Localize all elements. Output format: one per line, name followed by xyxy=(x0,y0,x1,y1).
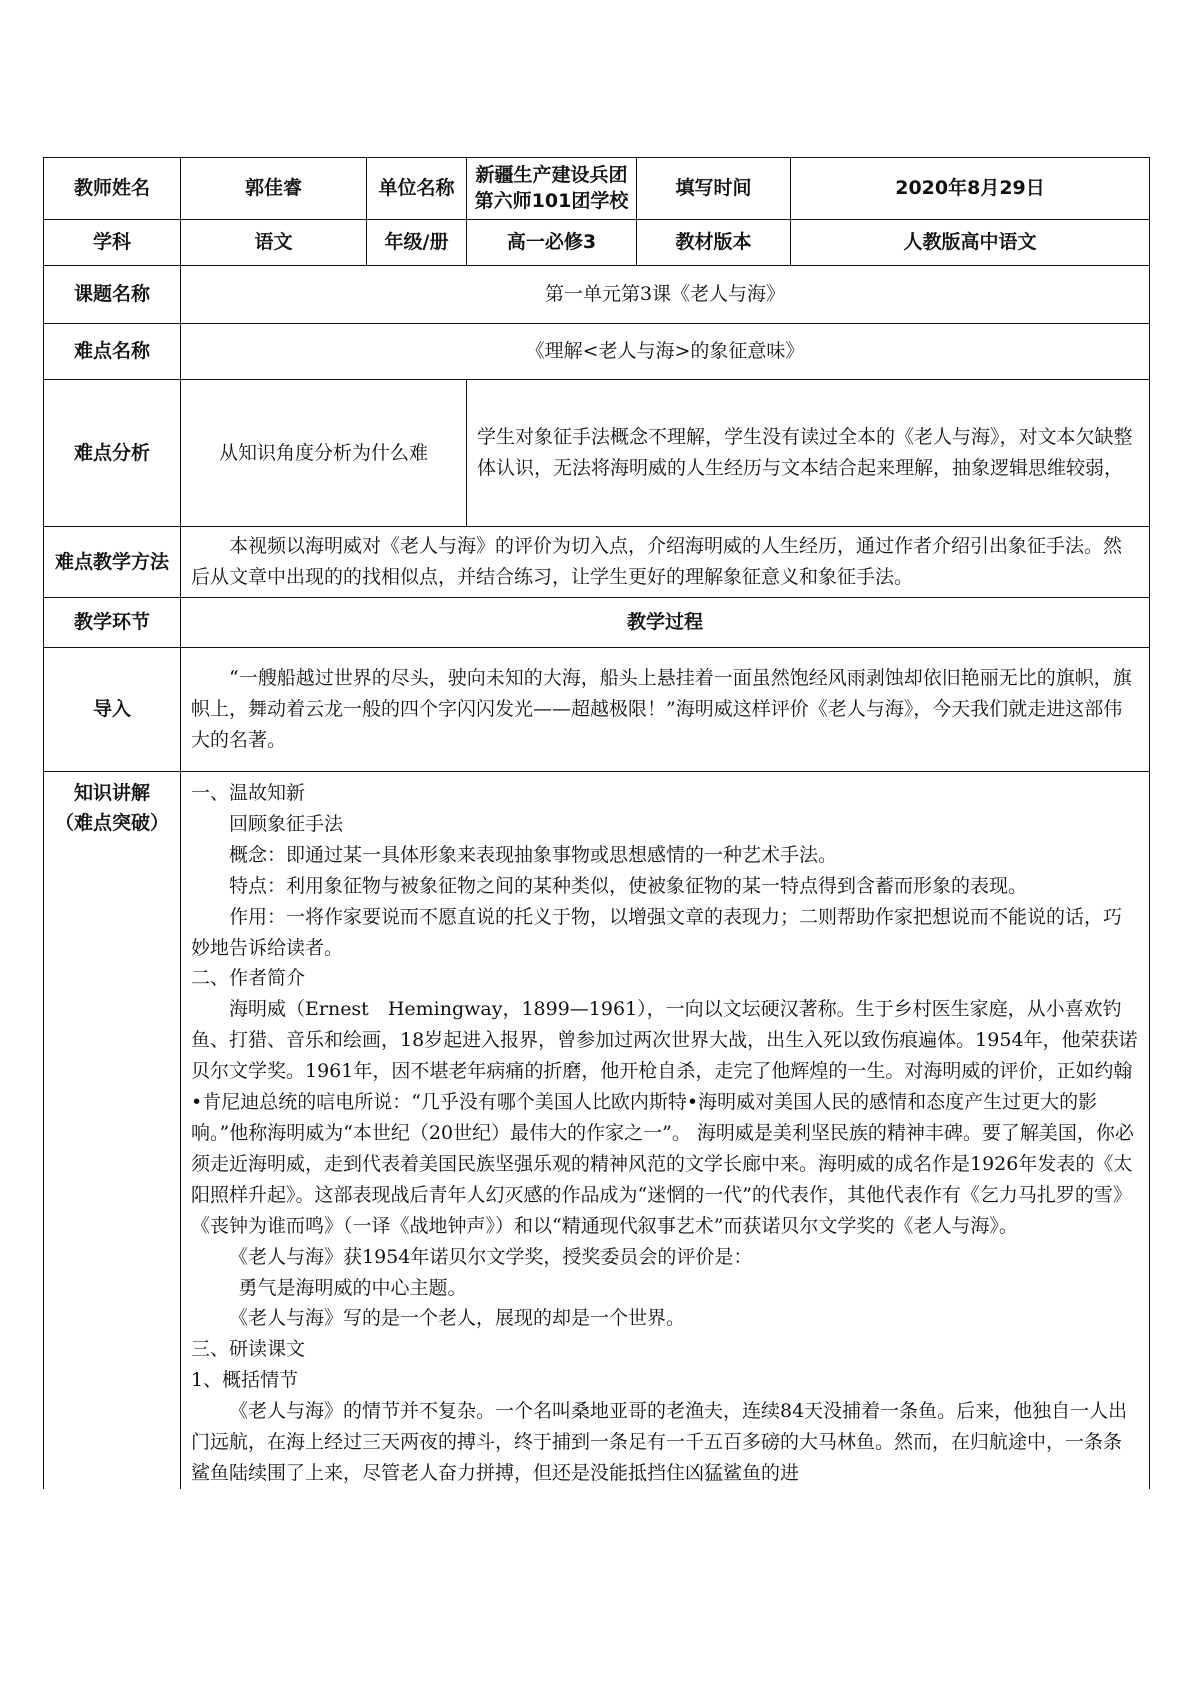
topic-label: 课题名称 xyxy=(44,266,181,324)
nobel-quote-2: 《老人与海》写的是一个老人，展现的却是一个世界。 xyxy=(229,1307,686,1330)
process-label: 教学过程 xyxy=(181,598,1150,648)
knowledge-content xyxy=(181,772,1150,1489)
author-bio-text: 海明威（Ernest Hemingway，1899—1961），一向以文坛硬汉著称。生于乡村医生家庭，从小喜欢钓鱼、打猎、音乐和绘画，18岁起进入报界，曾参加过两次世界大战，出生入死以致伤痕遍体。1954年，他荣获诺贝尔文学奖。1961年，因不堪老年病痛的折磨，他开枪自杀，走完了他辉煌的一生。对海明威的评价，正如约翰•肯尼迪总统的唁电所说：“几乎没有哪个美国人比欧内斯特•海明威对美国人民的感情和态度产生过更大的影响。”他称海明威为“本世纪（20世纪）最伟大的作家之一”。 海明威是美利坚民族的精神丰碑。要了解美国，你必须走近海明威，走到代表着美国民族坚强乐观的精神风范的文学长廊中来。海明威的成名作是1926年发表的《太阳照样升起》。这部表现战后青年人幻灭感的作品成为“迷惘的一代”的代表作，其他代表作有《乞力马扎罗的雪》《丧钟为谁而鸣》（一译《战地钟声》）和以“精通现代叙事艺术”而获诺贝尔文学奖的《老人与海》。 xyxy=(191,998,1138,1237)
section-heading-author: 二、作者简介 xyxy=(191,967,306,990)
row-teacher-info xyxy=(44,158,1150,220)
topic-value: 第一单元第3课《老人与海》 xyxy=(181,266,1150,324)
method-label xyxy=(44,527,181,598)
row-topic xyxy=(44,266,1150,324)
section-heading-reading: 三、研读课文 xyxy=(191,1338,306,1361)
difficulty-label: 难点名称 xyxy=(44,324,181,380)
analysis-label: 难点分析 xyxy=(44,380,181,527)
function-text: 作用：一将作家要说而不愿直说的托义于物，以增强文章的表现力；二则帮助作家把想说而不能说的话，巧妙地告诉给读者。 xyxy=(191,905,1123,959)
subject-value: 语文 xyxy=(181,220,367,266)
row-difficulty xyxy=(44,324,1150,380)
textbook-label: 教材版本 xyxy=(637,220,791,266)
date-value: 2020年8月29日 xyxy=(791,158,1150,220)
row-analysis xyxy=(44,380,1150,527)
nobel-quote-1: 勇气是海明威的中心主题。 xyxy=(238,1276,467,1299)
row-subject-info xyxy=(44,220,1150,266)
textbook-value: 人教版高中语文 xyxy=(791,220,1150,266)
difficulty-value: 《理解<老人与海>的象征意味》 xyxy=(181,324,1150,380)
analysis-text: 学生对象征手法概念不理解，学生没有读过全本的《老人与海》，对文本欠缺整体认识，无法将海明威的人生经历与文本结合起来理解，抽象逻辑思维较弱， xyxy=(467,380,1150,527)
knowledge-label-line2: （难点突破） xyxy=(54,812,169,834)
row-knowledge xyxy=(44,772,1150,1489)
feature-text: 特点：利用象征物与被象征物之间的某种类似，使被象征物的某一特点得到含蓄而形象的表现。 xyxy=(229,874,1028,897)
unit-value xyxy=(467,158,637,220)
teacher-label: 教师姓名 xyxy=(44,158,181,220)
grade-label: 年级/册 xyxy=(367,220,467,266)
plot-summary-text: 《老人与海》的情节并不复杂。一个名叫桑地亚哥的老渔夫，连续84天没捕着一条鱼。后来，他独自一人出门远航，在海上经过三天两夜的搏斗，终于捕到一条足有一千五百多磅的大马林鱼。然而，在归航途中，一条条鲨鱼陆续围了上来，尽管老人奋力拼搏，但还是没能抵挡住凶猛鲨鱼的进 xyxy=(191,1400,1128,1484)
method-label-text: 难点教学方法 xyxy=(54,550,169,573)
row-method xyxy=(44,527,1150,598)
row-intro xyxy=(44,648,1150,772)
subject-label: 学科 xyxy=(44,220,181,266)
intro-text: “一艘船越过世界的尽头，驶向未知的大海，船头上悬挂着一面虽然饱经风雨剥蚀却依旧艳丽无比的旗帜，旗帜上，舞动着云龙一般的四个字闪闪发光——超越极限！”海明威这样评价《老人与海》，今天我们就走进这部伟大的名著。 xyxy=(181,648,1150,772)
knowledge-label xyxy=(44,772,181,1489)
analysis-sub-label: 从知识角度分析为什么难 xyxy=(181,380,467,527)
row-process-header xyxy=(44,598,1150,648)
method-text: 本视频以海明威对《老人与海》的评价为切入点，介绍海明威的人生经历，通过作者介绍引出象征手法。然后从文章中出现的的找相似点，并结合练习，让学生更好的理解象征意义和象征手法。 xyxy=(181,527,1150,598)
unit-label: 单位名称 xyxy=(367,158,467,220)
intro-label: 导入 xyxy=(44,648,181,772)
review-symbolism: 回顾象征手法 xyxy=(229,812,344,835)
nobel-award-text: 《老人与海》获1954年诺贝尔文学奖，授奖委员会的评价是： xyxy=(229,1245,753,1268)
unit-value-line2: 第六师101团学校 xyxy=(474,189,629,212)
teacher-value: 郭佳睿 xyxy=(181,158,367,220)
stage-label: 教学环节 xyxy=(44,598,181,648)
grade-value: 高一必修3 xyxy=(467,220,637,266)
section-heading-review: 一、温故知新 xyxy=(191,782,306,804)
concept-text: 概念：即通过某一具体形象来表现抽象事物或思想感情的一种艺术手法。 xyxy=(229,843,838,866)
date-label: 填写时间 xyxy=(637,158,791,220)
unit-value-line1: 新疆生产建设兵团 xyxy=(475,163,628,186)
knowledge-label-line1: 知识讲解 xyxy=(73,782,150,804)
subsection-plot: 1、概括情节 xyxy=(191,1369,299,1392)
lesson-plan-table xyxy=(43,157,1150,1489)
